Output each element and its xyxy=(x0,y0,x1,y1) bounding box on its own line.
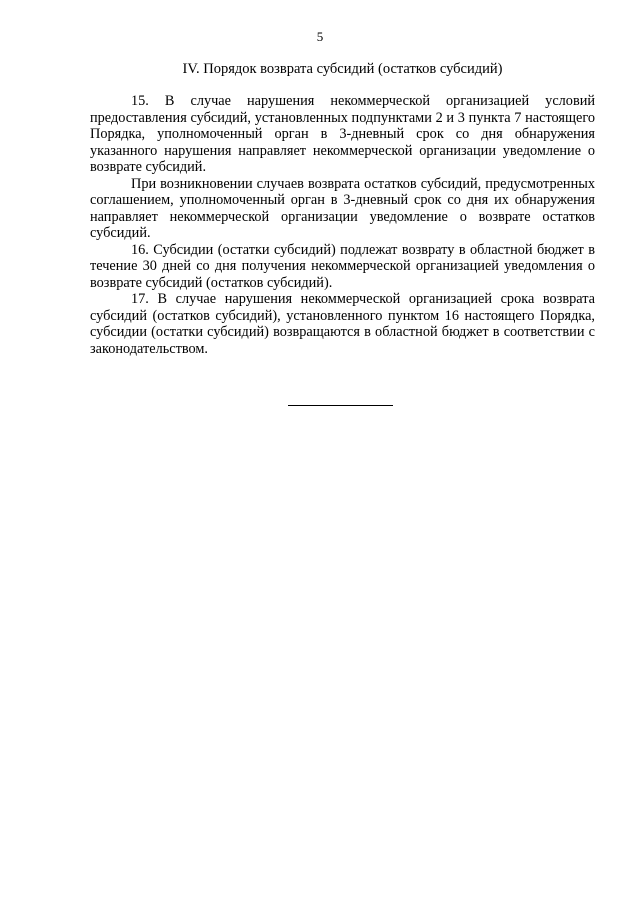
page-number: 5 xyxy=(316,29,324,44)
paragraph-15: 15. В случае нарушения некоммерческой организацией условий предоставления субсидий, установленных подпунктами 2 и 3 пункта 7 настоящего Порядка, уполномоченный орган в 3-дневный срок со дня обнаружения указанного нарушения направляет некоммерческой организации уведомление о возврате субсидий. xyxy=(90,93,595,175)
section-title: IV. Порядок возврата субсидий (остатков субсидий) xyxy=(182,61,503,77)
paragraph-17: 17. В случае нарушения некоммерческой организацией срока возврата субсидий (остатков субсидий), установленного пунктом 16 настоящего Порядка, субсидии (остатки субсидий) возвращаются в областной бюджет в соответствии с законодательством. xyxy=(90,291,595,357)
section-body xyxy=(90,93,595,357)
end-of-document-divider xyxy=(288,405,393,406)
paragraph-16: 16. Субсидии (остатки субсидий) подлежат возврату в областной бюджет в течение 30 дней со дня получения некоммерческой организацией уведомления о возврате субсидий (остатков субсидий). xyxy=(90,241,595,291)
paragraph-15-continued: При возникновении случаев возврата остатков субсидий, предусмотренных соглашением, уполномоченный орган в 3-дневный срок со дня их обнаружения направляет некоммерческой организации уведомление о возврате остатков субсидий. xyxy=(90,175,595,241)
